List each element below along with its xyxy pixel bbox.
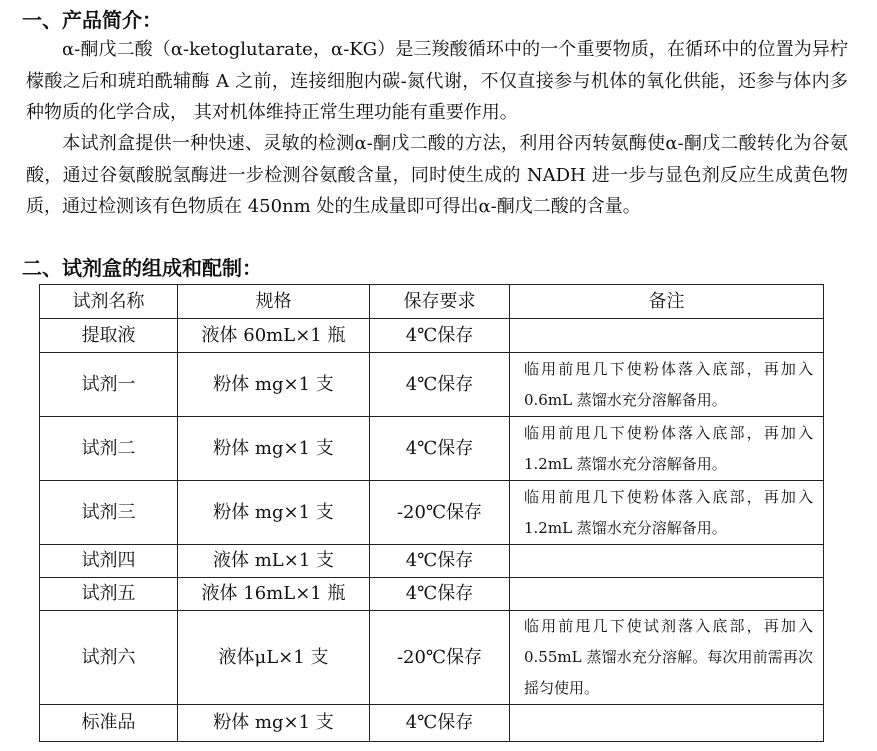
header-name: 试剂名称 <box>40 285 178 319</box>
cell-storage: 4℃保存 <box>370 417 510 481</box>
cell-spec: 液体 60mL×1 瓶 <box>178 319 370 353</box>
cell-note <box>510 319 824 353</box>
cell-name: 试剂六 <box>40 611 178 705</box>
cell-storage: 4℃保存 <box>370 705 510 742</box>
cell-note: 临用前甩几下使试剂落入底部，再加入 0.55mL 蒸馏水充分溶解。每次用前需再次摇匀使用。 <box>510 611 824 705</box>
header-storage: 保存要求 <box>370 285 510 319</box>
header-spec: 规格 <box>178 285 370 319</box>
cell-spec: 液体μL×1 支 <box>178 611 370 705</box>
section-heading-kit: 二、试剂盒的组成和配制： <box>22 256 262 280</box>
cell-name: 试剂四 <box>40 545 178 578</box>
table-row <box>40 481 824 545</box>
table-row <box>40 319 824 353</box>
intro-paragraph-2 <box>26 128 848 223</box>
reagent-table <box>39 284 824 742</box>
cell-spec: 粉体 mg×1 支 <box>178 417 370 481</box>
cell-spec: 粉体 mg×1 支 <box>178 481 370 545</box>
table-header-row <box>40 285 824 319</box>
table-row <box>40 611 824 705</box>
cell-storage: -20℃保存 <box>370 611 510 705</box>
table-row <box>40 417 824 481</box>
cell-name: 试剂一 <box>40 353 178 417</box>
table-row <box>40 578 824 611</box>
intro-paragraph-1 <box>26 34 848 129</box>
table-row <box>40 705 824 742</box>
cell-spec: 液体 mL×1 支 <box>178 545 370 578</box>
cell-note <box>510 705 824 742</box>
cell-storage: -20℃保存 <box>370 481 510 545</box>
cell-name: 试剂五 <box>40 578 178 611</box>
cell-spec: 粉体 mg×1 支 <box>178 353 370 417</box>
cell-name: 试剂二 <box>40 417 178 481</box>
cell-spec: 粉体 mg×1 支 <box>178 705 370 742</box>
cell-storage: 4℃保存 <box>370 578 510 611</box>
cell-storage: 4℃保存 <box>370 545 510 578</box>
table-row <box>40 353 824 417</box>
cell-storage: 4℃保存 <box>370 353 510 417</box>
cell-name: 提取液 <box>40 319 178 353</box>
cell-name: 标准品 <box>40 705 178 742</box>
cell-note: 临用前甩几下使粉体落入底部，再加入 0.6mL 蒸馏水充分溶解备用。 <box>510 353 824 417</box>
cell-note: 临用前甩几下使粉体落入底部，再加入 1.2mL 蒸馏水充分溶解备用。 <box>510 481 824 545</box>
table-row <box>40 545 824 578</box>
cell-note <box>510 545 824 578</box>
cell-storage: 4℃保存 <box>370 319 510 353</box>
intro-paragraph-2-text: 本试剂盒提供一种快速、灵敏的检测α-酮戊二酸的方法，利用谷丙转氨酶使α-酮戊二酸转化为谷氨酸，通过谷氨酸脱氢酶进一步检测谷氨酸含量，同时使生成的 NADH 进一步与显色剂反应生成黄色物质，通过检测该有色物质在 450nm 处的生成量即可得出α-酮戊二酸的含量。 <box>26 133 848 217</box>
header-note: 备注 <box>510 285 824 319</box>
cell-note <box>510 578 824 611</box>
section-heading-intro: 一、产品简介： <box>22 8 162 32</box>
cell-spec: 液体 16mL×1 瓶 <box>178 578 370 611</box>
cell-name: 试剂三 <box>40 481 178 545</box>
intro-paragraph-1-text: α-酮戊二酸（α-ketoglutarate，α-KG）是三羧酸循环中的一个重要物质，在循环中的位置为异柠檬酸之后和琥珀酰辅酶 A 之前，连接细胞内碳-氮代谢，不仅直接参与机体的氧化供能，还参与体内多种物质的化学合成， 其对机体维持正常生理功能有重要作用。 <box>26 39 848 123</box>
cell-note: 临用前甩几下使粉体落入底部，再加入 1.2mL 蒸馏水充分溶解备用。 <box>510 417 824 481</box>
